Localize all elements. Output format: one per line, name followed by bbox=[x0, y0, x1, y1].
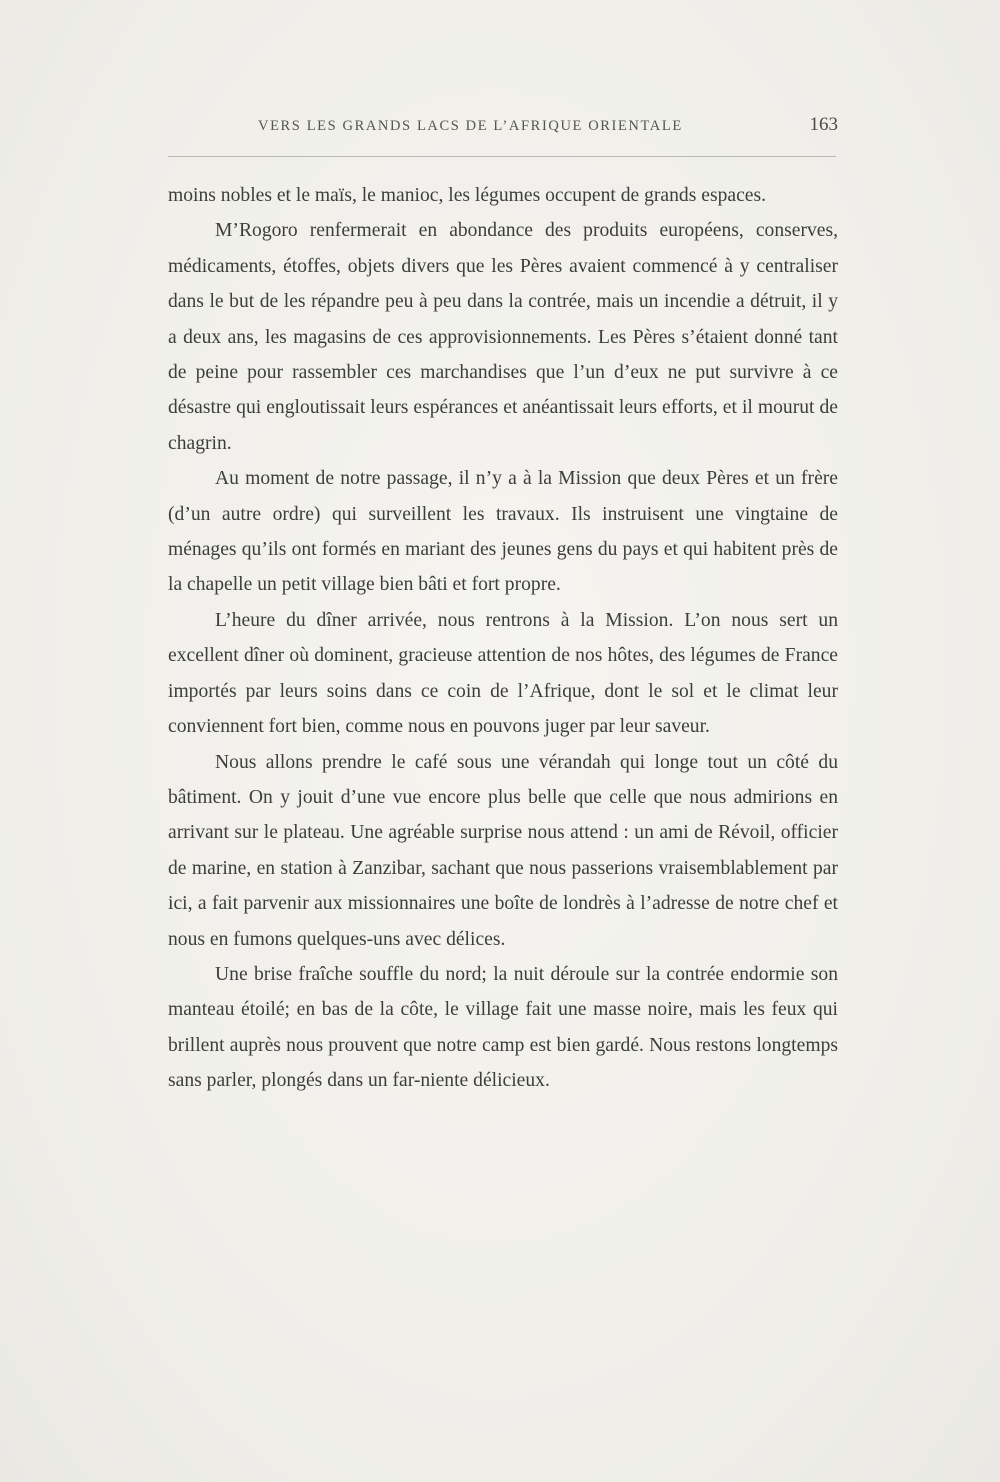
paragraph: Une brise fraîche souffle du nord; la nuit déroule sur la contrée endormie son manteau étoilé; en bas de la côte, le village fait une masse noire, mais les feux qui brillent auprès nous prouvent que notre camp est bien gardé. Nous restons longtemps sans parler, plongés dans un far-niente délicieux. bbox=[168, 963, 838, 1092]
page-number: 163 bbox=[809, 114, 838, 135]
paragraph-continued: moins nobles et le maïs, le manioc, les légumes occupent de grands espaces. bbox=[168, 185, 766, 206]
paragraph: L’heure du dîner arrivée, nous rentrons à la Mission. L’on nous sert un excellent dîner où dominent, gracieuse attention de nos hôtes, des légumes de France importés par leurs soins dans ce coin de l’Afrique, dont le sol et le climat leur conviennent fort bien, comme nous en pouvons juger par leur saveur. bbox=[168, 609, 838, 738]
paragraph: Au moment de notre passage, il n’y a à la Mission que deux Pères et un frère (d’un autre ordre) qui surveillent les travaux. Ils instruisent une vingtaine de ménages qu’ils ont formés en mariant des jeunes gens du pays et qui habitent près de la chapelle un petit village bien bâti et fort propre. bbox=[168, 468, 838, 596]
body-text bbox=[168, 178, 838, 1099]
header-rule bbox=[168, 156, 836, 157]
paragraph: M’Rogoro renfermerait en abondance des produits européens, conserves, médicaments, étoffes, objets divers que les Pères avaient commencé à y centraliser dans le but de les répandre peu à peu dans la contrée, mais un incendie a détruit, il y a deux ans, les magasins de ces approvisionnements. Les Pères s’étaient donné tant de peine pour rassembler ces marchandises que l’un d’eux ne put survivre à ce désastre qui engloutissait leurs espérances et anéantissait leurs efforts, et il mourut de chagrin. bbox=[168, 220, 838, 454]
page-header bbox=[168, 114, 838, 144]
running-head: VERS LES GRANDS LACS DE L’AFRIQUE ORIENTALE bbox=[258, 118, 683, 134]
paragraph: Nous allons prendre le café sous une vérandah qui longe tout un côté du bâtiment. On y jouit d’une vue encore plus belle que celle que nous admirions en arrivant sur le plateau. Une agréable surprise nous attend : un ami de Révoil, officier de marine, en station à Zanzibar, sachant que nous passerions vraisemblablement par ici, a fait parvenir aux missionnaires une boîte de londrès à l’adresse de notre chef et nous en fumons quelques-uns avec délices. bbox=[168, 751, 838, 950]
